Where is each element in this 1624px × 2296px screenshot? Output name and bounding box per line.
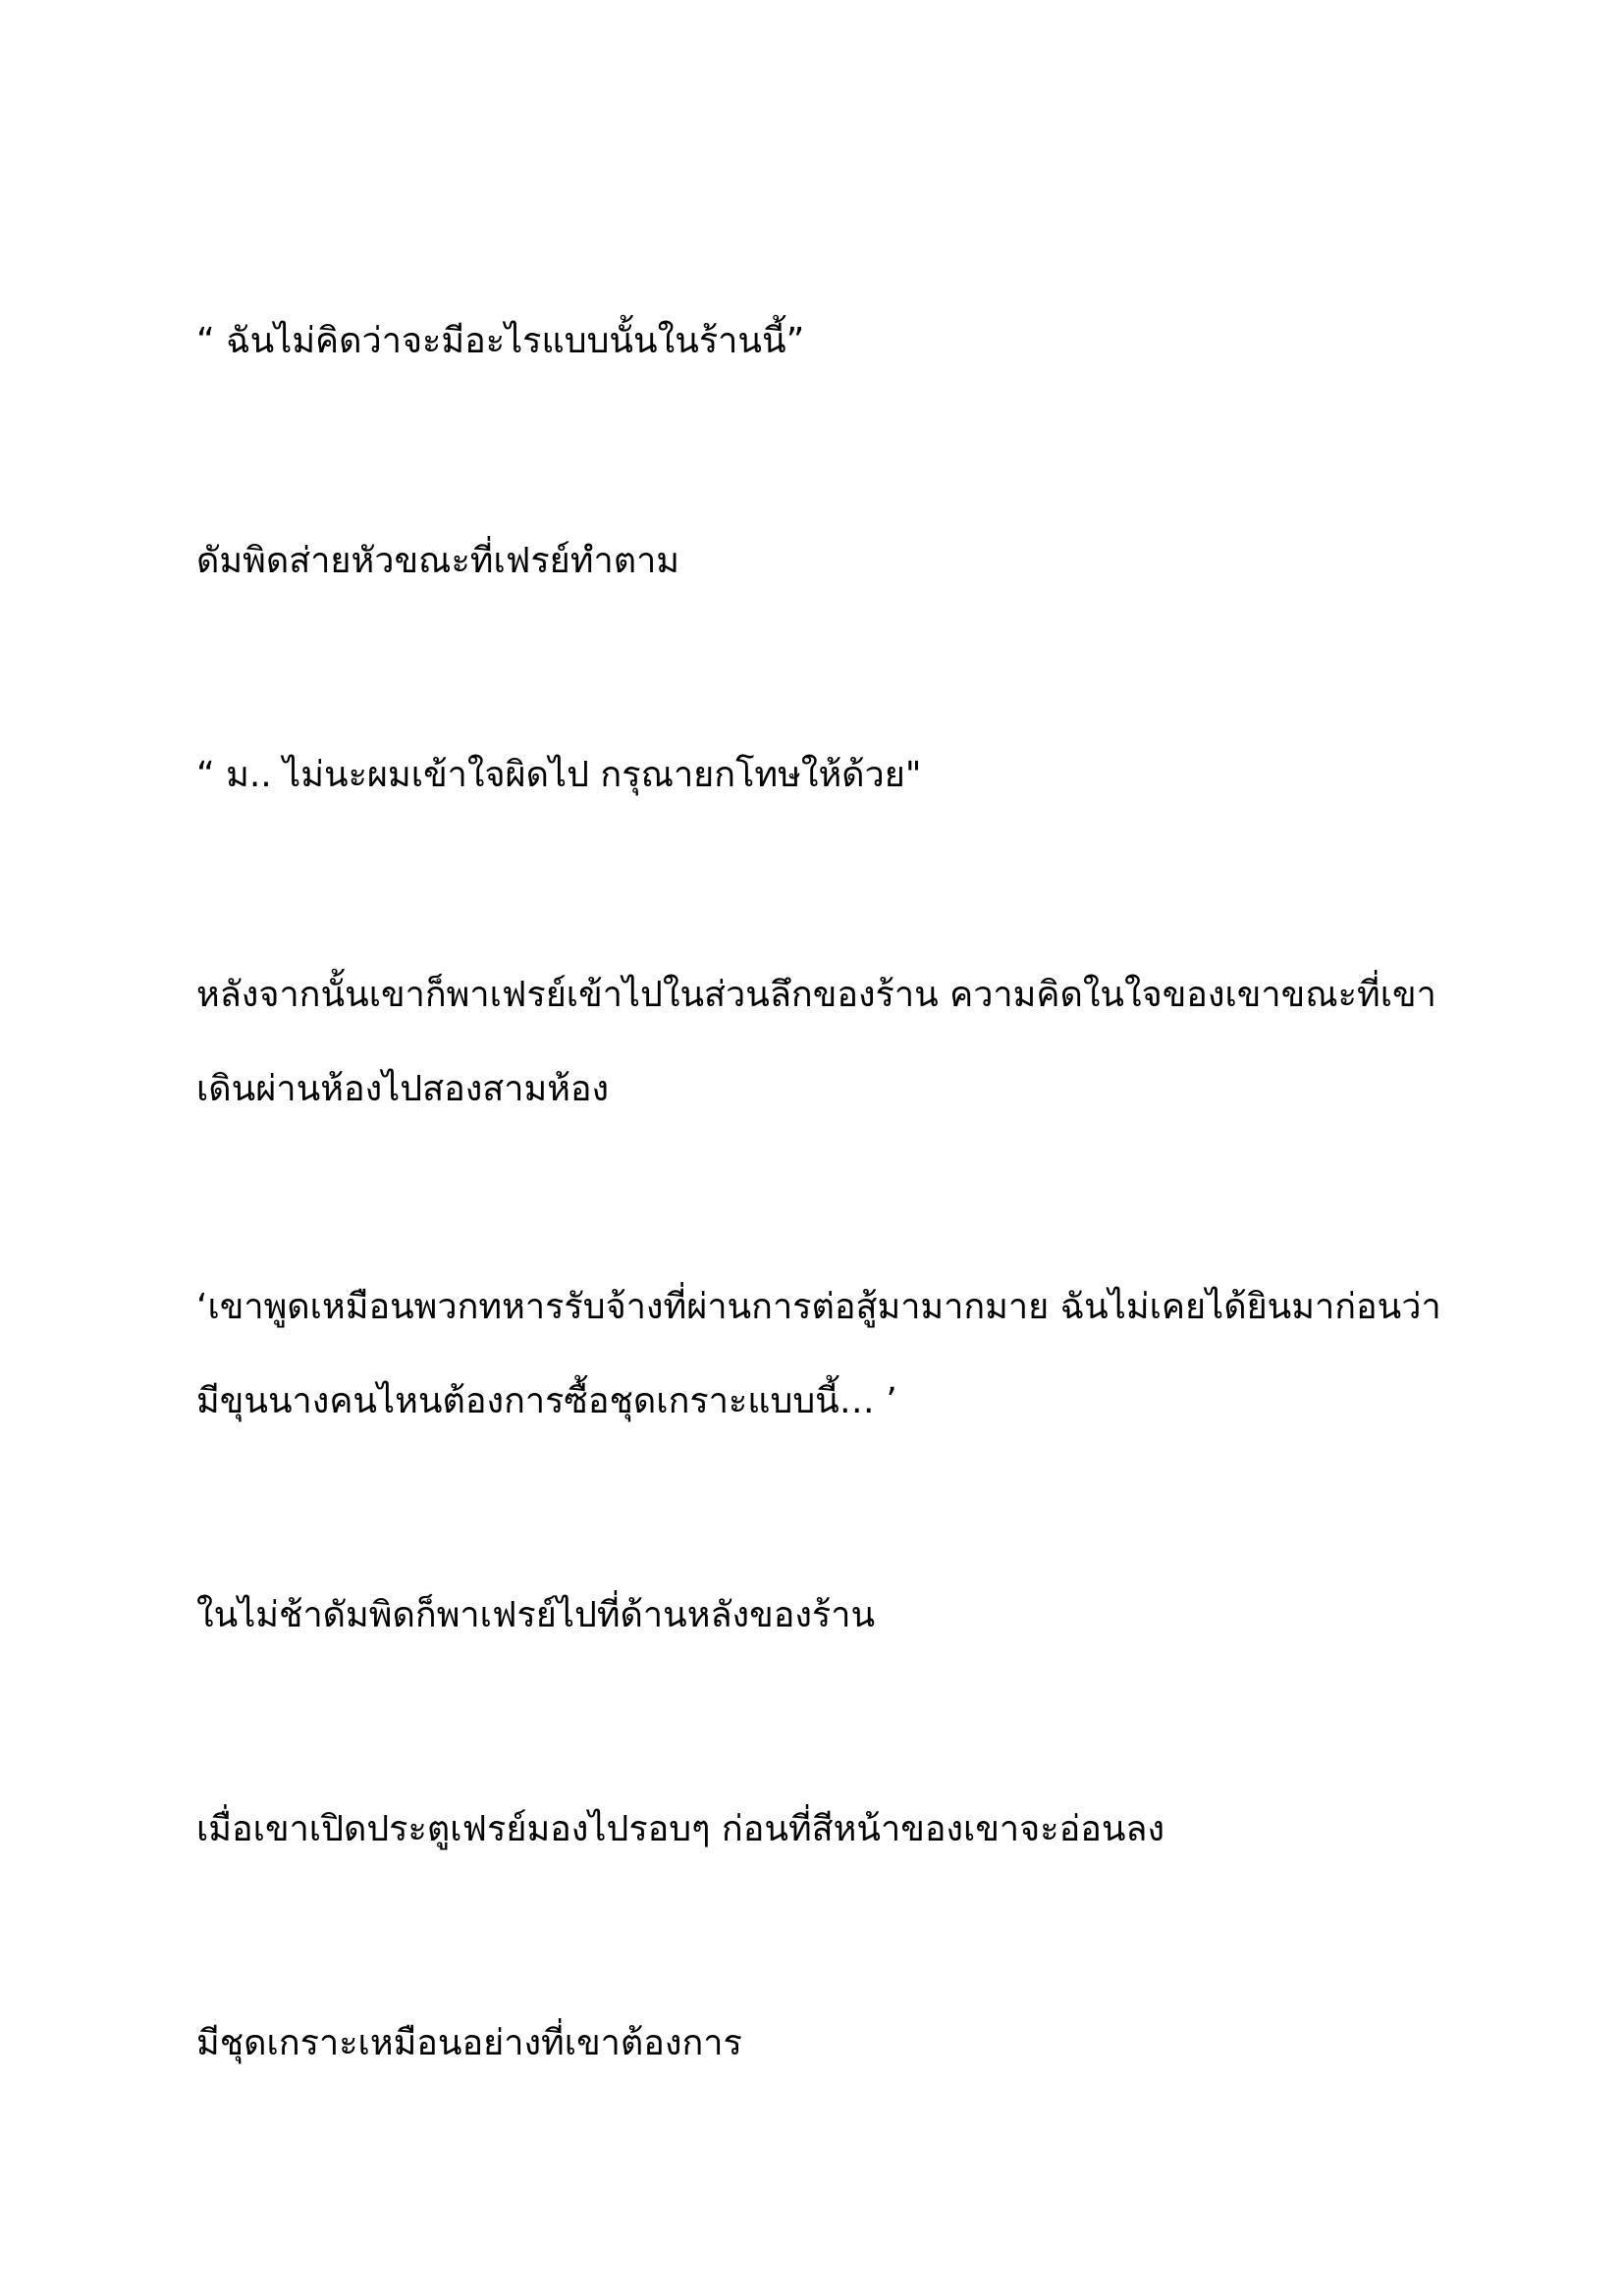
paragraph <box>196 514 1473 609</box>
text-line: เดินผ่านห้องไปสองสามห้อง <box>196 1069 610 1109</box>
text-line: มีชุดเกราะเหมือนอย่างที่เขาต้องการ <box>196 2023 742 2063</box>
text-line: ในไม่ช้าดัมพิดก็พาเฟรย์ไปที่ด้านหลังของร้าน <box>196 1595 876 1635</box>
text-line: เมื่อเขาเปิดประตูเฟรย์มองไปรอบๆ ก่อนที่สีหน้าของเขาจะอ่อนลง <box>196 1809 1165 1849</box>
paragraph <box>196 1783 1473 1877</box>
paragraph <box>196 1997 1473 2091</box>
paragraph <box>196 1569 1473 1663</box>
text-line: ‘เขาพูดเหมือนพวกทหารรับจ้างที่ผ่านการต่อสู้มามากมาย ฉันไม่เคยได้ยินมาก่อนว่า <box>196 1287 1441 1327</box>
text-line: หลังจากนั้นเขาก็พาเฟรย์เข้าไปในส่วนลึกของร้าน ความคิดในใจของเขาขณะที่เขา <box>196 975 1436 1015</box>
paragraph <box>196 948 1473 1137</box>
text-line: ดัมพิดส่ายหัวขณะที่เฟรย์ทำตาม <box>196 541 680 581</box>
text-line: มีขุนนางคนไหนต้องการซื้อชุดเกราะแบบนี้… ’ <box>196 1381 897 1421</box>
text-line: “ ม.. ไม่นะผมเข้าใจผิดไป กรุณายกโทษให้ด้วย" <box>196 755 922 795</box>
text-line: “ ฉันไม่คิดว่าจะมีอะไรแบบนั้นในร้านนี้” <box>196 321 805 361</box>
paragraph <box>196 1260 1473 1449</box>
paragraph <box>196 294 1473 389</box>
paragraph <box>196 728 1473 823</box>
